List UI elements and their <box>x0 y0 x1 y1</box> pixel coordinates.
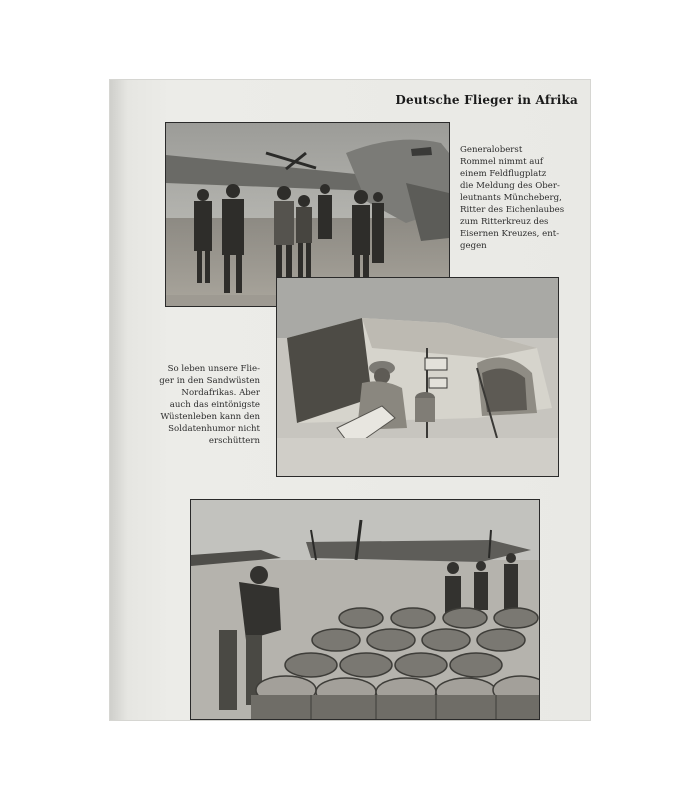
fuel-drums-photo <box>190 499 540 720</box>
page-header-title: Deutsche Flieger in Afrika <box>395 93 578 107</box>
top-photo-caption: Generaloberst Rommel nimmt auf einem Feldflugplatz die Meldung des Ober- leutnants Müncheberg, Ritter des Eichenlaubes zum Ritterkreuz des Eisernen Kreuzes, ent- gegen <box>460 145 565 251</box>
desert-tent-photo <box>276 277 559 477</box>
middle-photo-caption: So leben unsere Flie- ger in den Sandwüsten Nordafrikas. Aber auch das eintönigste Wüstenleben kann den Soldatenhumor nicht erschüttern <box>159 364 260 446</box>
book-page <box>110 80 590 720</box>
